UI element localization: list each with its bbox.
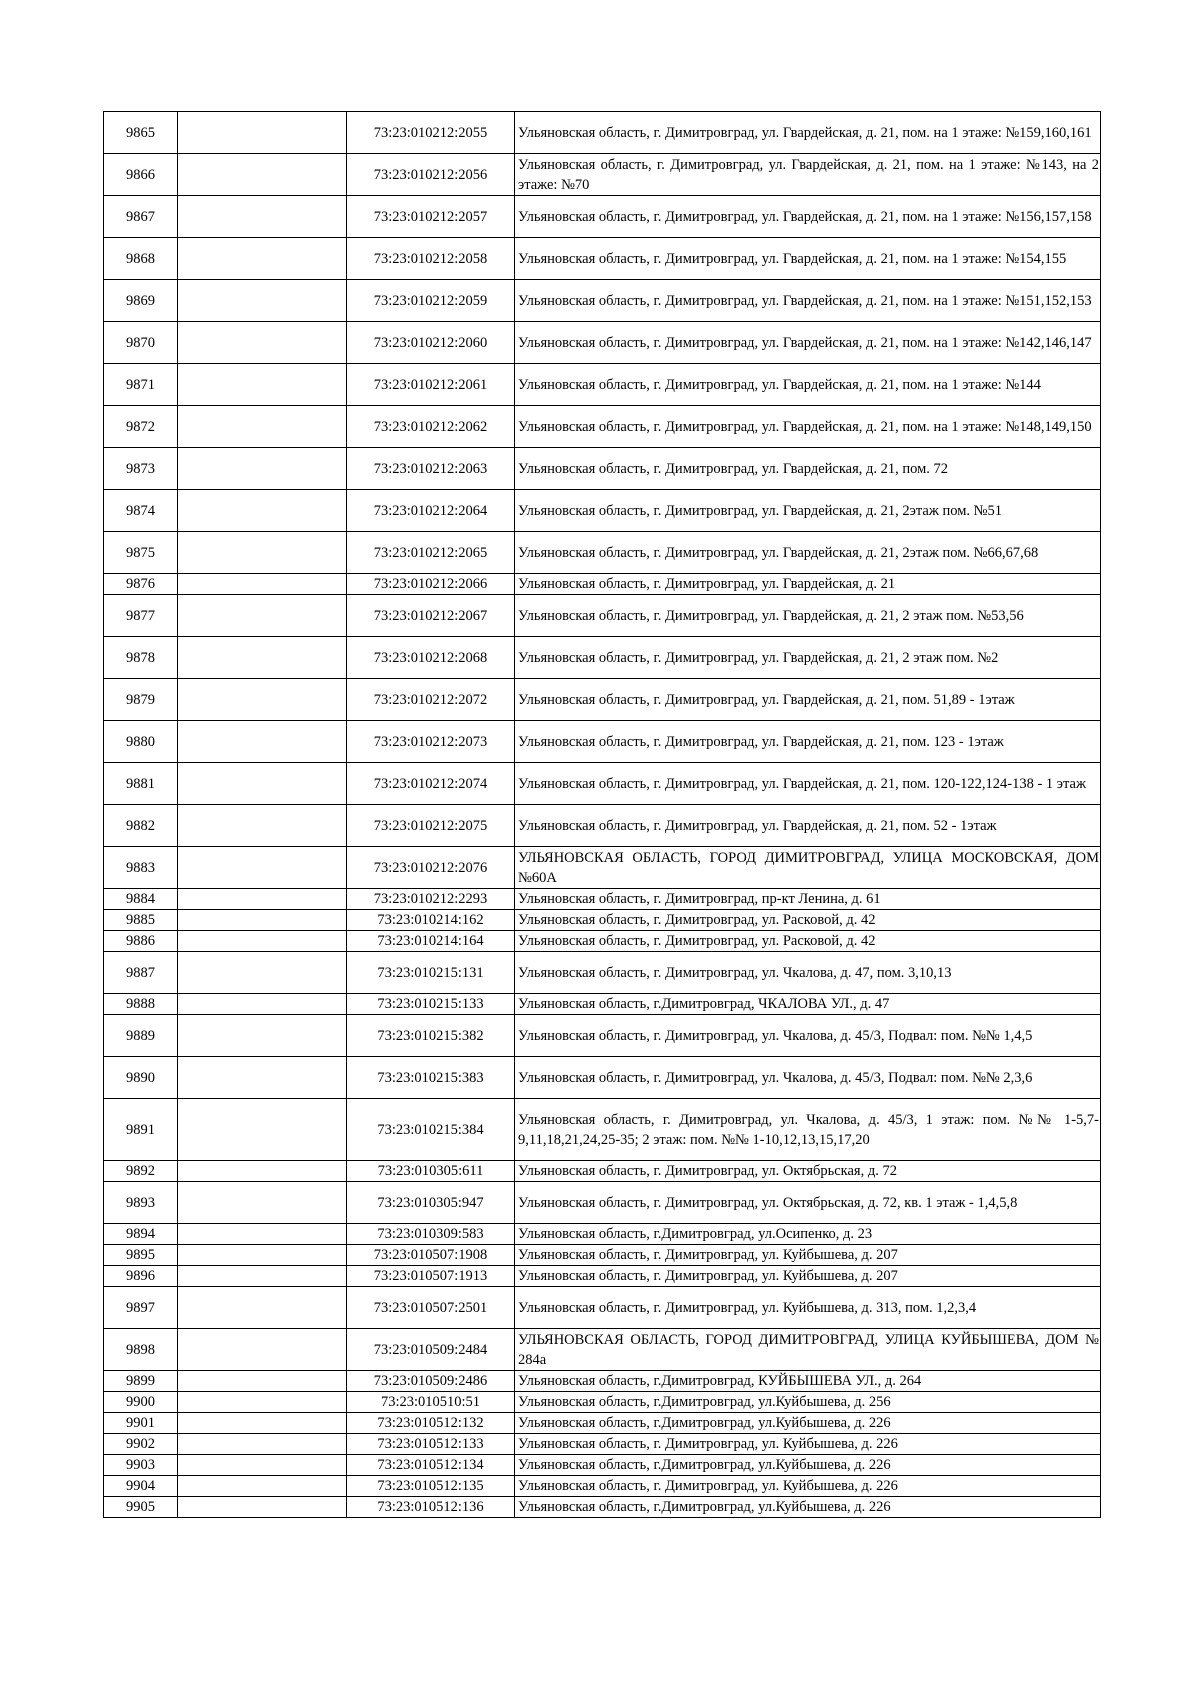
row-number-cell: 9874 xyxy=(104,490,178,532)
cadastral-number-cell: 73:23:010212:2068 xyxy=(347,637,515,679)
table-row xyxy=(104,1015,1101,1057)
table-row xyxy=(104,805,1101,847)
address-cell: Ульяновская область, г. Димитровград, ул. Чкалова, д. 47, пом. 3,10,13 xyxy=(515,952,1101,994)
address-cell: Ульяновская область, г. Димитровград, ул. Гвардейская, д. 21, 2 этаж пом. №2 xyxy=(515,637,1101,679)
address-cell: Ульяновская область, г. Димитровград, ул. Октябрьская, д. 72, кв. 1 этаж - 1,4,5,8 xyxy=(515,1182,1101,1224)
empty-cell xyxy=(178,196,347,238)
address-cell: Ульяновская область, г. Димитровград, ул. Гвардейская, д. 21, пом. на 1 этаже: №142,146,147 xyxy=(515,322,1101,364)
cadastral-number-cell: 73:23:010512:136 xyxy=(347,1497,515,1518)
empty-cell xyxy=(178,490,347,532)
table-row xyxy=(104,1266,1101,1287)
cadastral-number-cell: 73:23:010212:2075 xyxy=(347,805,515,847)
row-number-cell: 9870 xyxy=(104,322,178,364)
cadastral-number-cell: 73:23:010212:2073 xyxy=(347,721,515,763)
row-number-cell: 9871 xyxy=(104,364,178,406)
table-row xyxy=(104,1057,1101,1099)
cadastral-number-cell: 73:23:010305:611 xyxy=(347,1161,515,1182)
empty-cell xyxy=(178,1057,347,1099)
address-cell: Ульяновская область, г. Димитровград, ул. Гвардейская, д. 21, пом. 123 - 1этаж xyxy=(515,721,1101,763)
row-number-cell: 9905 xyxy=(104,1497,178,1518)
empty-cell xyxy=(178,1392,347,1413)
cadastral-number-cell: 73:23:010305:947 xyxy=(347,1182,515,1224)
table-row xyxy=(104,1455,1101,1476)
row-number-cell: 9882 xyxy=(104,805,178,847)
table-row xyxy=(104,1371,1101,1392)
empty-cell xyxy=(178,1182,347,1224)
table-row xyxy=(104,364,1101,406)
row-number-cell: 9898 xyxy=(104,1329,178,1371)
empty-cell xyxy=(178,1434,347,1455)
empty-cell xyxy=(178,1371,347,1392)
empty-cell xyxy=(178,910,347,931)
cadastral-number-cell: 73:23:010212:2059 xyxy=(347,280,515,322)
cadastral-number-cell: 73:23:010212:2076 xyxy=(347,847,515,889)
table-row xyxy=(104,406,1101,448)
row-number-cell: 9904 xyxy=(104,1476,178,1497)
cadastral-number-cell: 73:23:010215:131 xyxy=(347,952,515,994)
empty-cell xyxy=(178,1245,347,1266)
cadastral-number-cell: 73:23:010507:2501 xyxy=(347,1287,515,1329)
table-row xyxy=(104,1287,1101,1329)
address-cell: Ульяновская область, г. Димитровград, ул. Куйбышева, д. 313, пом. 1,2,3,4 xyxy=(515,1287,1101,1329)
table-row xyxy=(104,1329,1101,1371)
row-number-cell: 9880 xyxy=(104,721,178,763)
row-number-cell: 9875 xyxy=(104,532,178,574)
address-cell: Ульяновская область, г. Димитровград, ул. Гвардейская, д. 21, пом. 120-122,124-138 - 1 этаж xyxy=(515,763,1101,805)
empty-cell xyxy=(178,112,347,154)
row-number-cell: 9883 xyxy=(104,847,178,889)
cadastral-number-cell: 73:23:010510:51 xyxy=(347,1392,515,1413)
table-row xyxy=(104,910,1101,931)
cadastral-number-cell: 73:23:010215:382 xyxy=(347,1015,515,1057)
empty-cell xyxy=(178,238,347,280)
row-number-cell: 9878 xyxy=(104,637,178,679)
address-cell: Ульяновская область, г. Димитровград, ул. Куйбышева, д. 226 xyxy=(515,1476,1101,1497)
table-body xyxy=(104,112,1101,1518)
table-row xyxy=(104,1497,1101,1518)
table-row xyxy=(104,1099,1101,1161)
address-cell: Ульяновская область, г. Димитровград, ул. Куйбышева, д. 226 xyxy=(515,1434,1101,1455)
address-cell: Ульяновская область, г.Димитровград, ул.Осипенко, д. 23 xyxy=(515,1224,1101,1245)
address-cell: Ульяновская область, г. Димитровград, ул. Чкалова, д. 45/3, Подвал: пом. №№ 2,3,6 xyxy=(515,1057,1101,1099)
row-number-cell: 9900 xyxy=(104,1392,178,1413)
table-row xyxy=(104,322,1101,364)
row-number-cell: 9877 xyxy=(104,595,178,637)
row-number-cell: 9885 xyxy=(104,910,178,931)
cadastral-number-cell: 73:23:010212:2057 xyxy=(347,196,515,238)
empty-cell xyxy=(178,448,347,490)
address-cell: Ульяновская область, г. Димитровград, ул. Гвардейская, д. 21, 2этаж пом. №51 xyxy=(515,490,1101,532)
row-number-cell: 9868 xyxy=(104,238,178,280)
row-number-cell: 9886 xyxy=(104,931,178,952)
table-row xyxy=(104,448,1101,490)
row-number-cell: 9876 xyxy=(104,574,178,595)
row-number-cell: 9894 xyxy=(104,1224,178,1245)
empty-cell xyxy=(178,280,347,322)
cadastral-number-cell: 73:23:010212:2067 xyxy=(347,595,515,637)
address-cell: Ульяновская область, г. Димитровград, ул. Гвардейская, д. 21, пом. 72 xyxy=(515,448,1101,490)
row-number-cell: 9865 xyxy=(104,112,178,154)
empty-cell xyxy=(178,889,347,910)
row-number-cell: 9881 xyxy=(104,763,178,805)
cadastral-number-cell: 73:23:010512:133 xyxy=(347,1434,515,1455)
cadastral-number-cell: 73:23:010509:2484 xyxy=(347,1329,515,1371)
cadastral-number-cell: 73:23:010512:135 xyxy=(347,1476,515,1497)
property-table xyxy=(103,111,1101,1518)
table-row xyxy=(104,931,1101,952)
empty-cell xyxy=(178,1161,347,1182)
row-number-cell: 9897 xyxy=(104,1287,178,1329)
cadastral-number-cell: 73:23:010215:133 xyxy=(347,994,515,1015)
row-number-cell: 9889 xyxy=(104,1015,178,1057)
address-cell: Ульяновская область, г. Димитровград, ул. Куйбышева, д. 207 xyxy=(515,1266,1101,1287)
table-row xyxy=(104,154,1101,196)
empty-cell xyxy=(178,154,347,196)
cadastral-number-cell: 73:23:010212:2066 xyxy=(347,574,515,595)
row-number-cell: 9879 xyxy=(104,679,178,721)
empty-cell xyxy=(178,952,347,994)
table-row xyxy=(104,196,1101,238)
empty-cell xyxy=(178,847,347,889)
address-cell: Ульяновская область, г. Димитровград, ул. Чкалова, д. 45/3, 1 этаж: пом. №№ 1-5,7-9,11,18,21,24,25-35; 2 этаж: пом. №№ 1-10,12,13,15,17,20 xyxy=(515,1099,1101,1161)
cadastral-number-cell: 73:23:010512:134 xyxy=(347,1455,515,1476)
cadastral-number-cell: 73:23:010512:132 xyxy=(347,1413,515,1434)
table-row xyxy=(104,763,1101,805)
empty-cell xyxy=(178,1413,347,1434)
address-cell: Ульяновская область, г.Димитровград, ул.Куйбышева, д. 226 xyxy=(515,1455,1101,1476)
row-number-cell: 9899 xyxy=(104,1371,178,1392)
address-cell: Ульяновская область, г. Димитровград, пр-кт Ленина, д. 61 xyxy=(515,889,1101,910)
table-row xyxy=(104,112,1101,154)
row-number-cell: 9891 xyxy=(104,1099,178,1161)
cadastral-number-cell: 73:23:010212:2074 xyxy=(347,763,515,805)
table-row xyxy=(104,490,1101,532)
table-row xyxy=(104,280,1101,322)
cadastral-number-cell: 73:23:010214:164 xyxy=(347,931,515,952)
table-row xyxy=(104,1245,1101,1266)
table-row xyxy=(104,1413,1101,1434)
empty-cell xyxy=(178,406,347,448)
row-number-cell: 9873 xyxy=(104,448,178,490)
empty-cell xyxy=(178,679,347,721)
table-row xyxy=(104,679,1101,721)
row-number-cell: 9866 xyxy=(104,154,178,196)
empty-cell xyxy=(178,1224,347,1245)
cadastral-number-cell: 73:23:010212:2065 xyxy=(347,532,515,574)
empty-cell xyxy=(178,595,347,637)
cadastral-number-cell: 73:23:010212:2056 xyxy=(347,154,515,196)
row-number-cell: 9867 xyxy=(104,196,178,238)
address-cell: Ульяновская область, г. Димитровград, ул. Гвардейская, д. 21, пом. на 1 этаже: №156,157,158 xyxy=(515,196,1101,238)
table-row xyxy=(104,721,1101,763)
empty-cell xyxy=(178,1476,347,1497)
cadastral-number-cell: 73:23:010212:2061 xyxy=(347,364,515,406)
address-cell: Ульяновская область, г.Димитровград, ЧКАЛОВА УЛ., д. 47 xyxy=(515,994,1101,1015)
address-cell: Ульяновская область, г. Димитровград, ул. Расковой, д. 42 xyxy=(515,931,1101,952)
cadastral-number-cell: 73:23:010212:2293 xyxy=(347,889,515,910)
table-row xyxy=(104,889,1101,910)
empty-cell xyxy=(178,763,347,805)
cadastral-number-cell: 73:23:010212:2063 xyxy=(347,448,515,490)
row-number-cell: 9887 xyxy=(104,952,178,994)
address-cell: Ульяновская область, г. Димитровград, ул. Гвардейская, д. 21, пом. на 1 этаже: №154,155 xyxy=(515,238,1101,280)
empty-cell xyxy=(178,364,347,406)
address-cell: Ульяновская область, г. Димитровград, ул. Куйбышева, д. 207 xyxy=(515,1245,1101,1266)
address-cell: УЛЬЯНОВСКАЯ ОБЛАСТЬ, ГОРОД ДИМИТРОВГРАД, УЛИЦА КУЙБЫШЕВА, ДОМ № 284а xyxy=(515,1329,1101,1371)
empty-cell xyxy=(178,637,347,679)
address-cell: Ульяновская область, г. Димитровград, ул. Гвардейская, д. 21, пом. на 1 этаже: №144 xyxy=(515,364,1101,406)
empty-cell xyxy=(178,574,347,595)
row-number-cell: 9901 xyxy=(104,1413,178,1434)
empty-cell xyxy=(178,1266,347,1287)
empty-cell xyxy=(178,721,347,763)
row-number-cell: 9896 xyxy=(104,1266,178,1287)
address-cell: Ульяновская область, г. Димитровград, ул. Гвардейская, д. 21, пом. на 1 этаже: №159,160,161 xyxy=(515,112,1101,154)
cadastral-number-cell: 73:23:010214:162 xyxy=(347,910,515,931)
table-row xyxy=(104,1434,1101,1455)
table-row xyxy=(104,1476,1101,1497)
table-row xyxy=(104,238,1101,280)
address-cell: Ульяновская область, г.Димитровград, ул.Куйбышева, д. 256 xyxy=(515,1392,1101,1413)
table-row xyxy=(104,595,1101,637)
address-cell: Ульяновская область, г. Димитровград, ул. Гвардейская, д. 21, 2 этаж пом. №53,56 xyxy=(515,595,1101,637)
table-row xyxy=(104,574,1101,595)
row-number-cell: 9892 xyxy=(104,1161,178,1182)
table-row xyxy=(104,1182,1101,1224)
empty-cell xyxy=(178,1015,347,1057)
cadastral-number-cell: 73:23:010215:383 xyxy=(347,1057,515,1099)
empty-cell xyxy=(178,1329,347,1371)
table-row xyxy=(104,1224,1101,1245)
empty-cell xyxy=(178,931,347,952)
cadastral-number-cell: 73:23:010215:384 xyxy=(347,1099,515,1161)
empty-cell xyxy=(178,1099,347,1161)
row-number-cell: 9902 xyxy=(104,1434,178,1455)
address-cell: Ульяновская область, г. Димитровград, ул. Расковой, д. 42 xyxy=(515,910,1101,931)
table-row xyxy=(104,994,1101,1015)
cadastral-number-cell: 73:23:010212:2062 xyxy=(347,406,515,448)
row-number-cell: 9895 xyxy=(104,1245,178,1266)
address-cell: Ульяновская область, г. Димитровград, ул. Гвардейская, д. 21, пом. на 1 этаже: №148,149,150 xyxy=(515,406,1101,448)
cadastral-number-cell: 73:23:010509:2486 xyxy=(347,1371,515,1392)
cadastral-number-cell: 73:23:010309:583 xyxy=(347,1224,515,1245)
cadastral-number-cell: 73:23:010212:2064 xyxy=(347,490,515,532)
cadastral-number-cell: 73:23:010212:2055 xyxy=(347,112,515,154)
cadastral-number-cell: 73:23:010507:1913 xyxy=(347,1266,515,1287)
empty-cell xyxy=(178,1455,347,1476)
address-cell: Ульяновская область, г. Димитровград, ул. Октябрьская, д. 72 xyxy=(515,1161,1101,1182)
address-cell: Ульяновская область, г.Димитровград, ул.Куйбышева, д. 226 xyxy=(515,1497,1101,1518)
address-cell: Ульяновская область, г. Димитровград, ул. Гвардейская, д. 21, пом. на 1 этаже: №143, на 2 этаже: №70 xyxy=(515,154,1101,196)
empty-cell xyxy=(178,322,347,364)
address-cell: УЛЬЯНОВСКАЯ ОБЛАСТЬ, ГОРОД ДИМИТРОВГРАД, УЛИЦА МОСКОВСКАЯ, ДОМ №60А xyxy=(515,847,1101,889)
address-cell: Ульяновская область, г. Димитровград, ул. Гвардейская, д. 21 xyxy=(515,574,1101,595)
empty-cell xyxy=(178,1287,347,1329)
empty-cell xyxy=(178,994,347,1015)
cadastral-number-cell: 73:23:010212:2058 xyxy=(347,238,515,280)
empty-cell xyxy=(178,1497,347,1518)
cadastral-number-cell: 73:23:010212:2072 xyxy=(347,679,515,721)
address-cell: Ульяновская область, г. Димитровград, ул. Чкалова, д. 45/3, Подвал: пом. №№ 1,4,5 xyxy=(515,1015,1101,1057)
row-number-cell: 9903 xyxy=(104,1455,178,1476)
address-cell: Ульяновская область, г. Димитровград, ул. Гвардейская, д. 21, пом. 52 - 1этаж xyxy=(515,805,1101,847)
table-row xyxy=(104,1161,1101,1182)
table-row xyxy=(104,1392,1101,1413)
address-cell: Ульяновская область, г.Димитровград, КУЙБЫШЕВА УЛ., д. 264 xyxy=(515,1371,1101,1392)
row-number-cell: 9884 xyxy=(104,889,178,910)
row-number-cell: 9890 xyxy=(104,1057,178,1099)
table-row xyxy=(104,637,1101,679)
address-cell: Ульяновская область, г. Димитровград, ул. Гвардейская, д. 21, 2этаж пом. №66,67,68 xyxy=(515,532,1101,574)
row-number-cell: 9893 xyxy=(104,1182,178,1224)
empty-cell xyxy=(178,532,347,574)
row-number-cell: 9872 xyxy=(104,406,178,448)
row-number-cell: 9888 xyxy=(104,994,178,1015)
table-row xyxy=(104,847,1101,889)
address-cell: Ульяновская область, г.Димитровград, ул.Куйбышева, д. 226 xyxy=(515,1413,1101,1434)
table-row xyxy=(104,532,1101,574)
cadastral-number-cell: 73:23:010507:1908 xyxy=(347,1245,515,1266)
address-cell: Ульяновская область, г. Димитровград, ул. Гвардейская, д. 21, пом. на 1 этаже: №151,152,153 xyxy=(515,280,1101,322)
row-number-cell: 9869 xyxy=(104,280,178,322)
empty-cell xyxy=(178,805,347,847)
address-cell: Ульяновская область, г. Димитровград, ул. Гвардейская, д. 21, пом. 51,89 - 1этаж xyxy=(515,679,1101,721)
table-row xyxy=(104,952,1101,994)
cadastral-number-cell: 73:23:010212:2060 xyxy=(347,322,515,364)
